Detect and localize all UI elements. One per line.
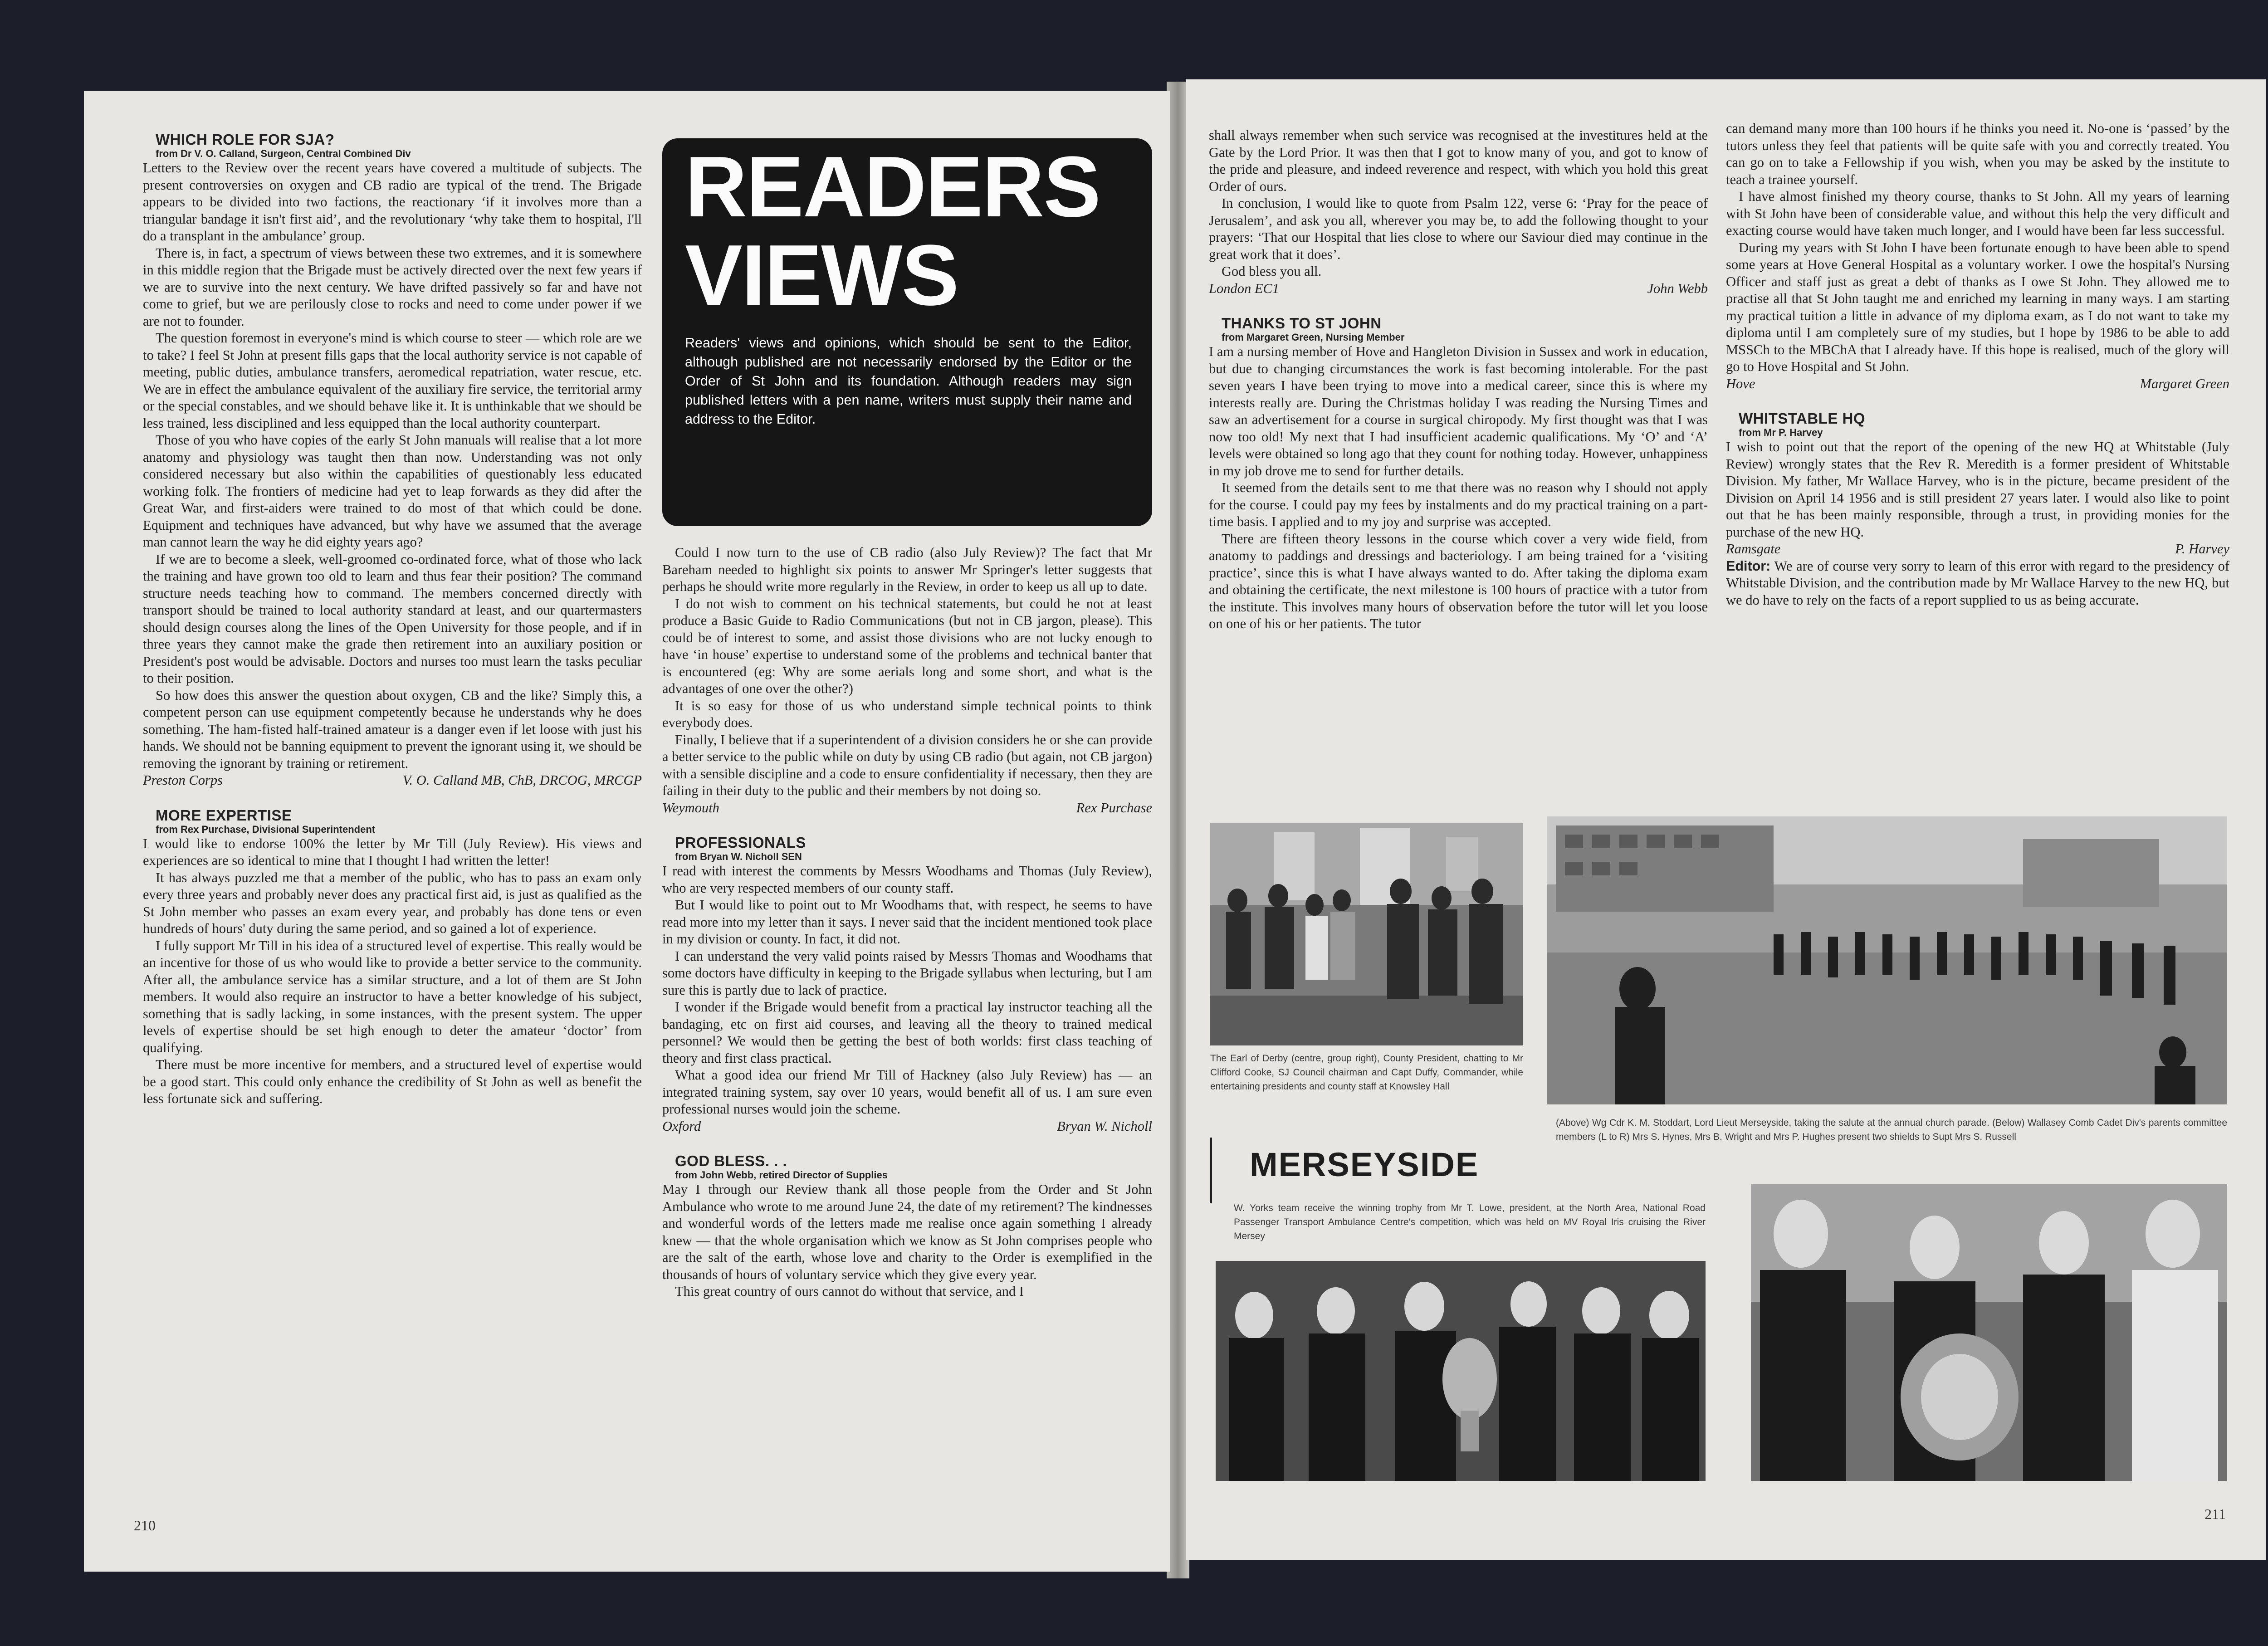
- page-number: 211: [2204, 1506, 2226, 1522]
- paragraph: I have almost finished my theory course, thanks to St John. All my years of learning with St John have been of considerable value, and without this help the very difficult and exacting course would have taken much longer, and I would have been far less successful.: [1726, 189, 2229, 238]
- letter-place: Hove: [1726, 376, 1755, 391]
- letter-signature: P. Harvey: [2175, 541, 2229, 557]
- editor-label: Editor:: [1726, 558, 1771, 574]
- paragraph: Those of you who have copies of the early St John manuals will realise that a lot more anatomy and physiology was taught then than now. Understanding was not only considered necessary but also within the capabilities of questionably less educated working folk. The frontiers of medicine had yet to leap forwards as they did after the Great War, and first-aiders were trained to do most of that which could be done. Equipment and techniques have advanced, but why have we assumed that the average man cannot learn the way he did eighty years ago?: [143, 432, 642, 550]
- church-parade-photo: [1547, 816, 2227, 1104]
- paragraph: I would like to endorse 100% the letter by Mr Till (July Review). His views and experiences are so identical to mine that I thought I had written the letter!: [143, 835, 642, 868]
- letter-author: from Bryan W. Nicholl SEN: [675, 851, 802, 862]
- section-rule: [1210, 1138, 1212, 1203]
- paragraph: What a good idea our friend Mr Till of Hackney (also July Review) has — an integrated training system, say over 10 years, would benefit all of us. I am sure even professional nurses would join the scheme.: [662, 1067, 1152, 1117]
- title-line: READERS: [685, 139, 1100, 235]
- paragraph: But I would like to point out to Mr Woodhams that, with respect, he seems to have read more into my letter than it says. I never said that the incident mentioned took place in my division or county. In fact, it did not.: [662, 897, 1152, 947]
- letter-place: Weymouth: [662, 800, 719, 816]
- letter-place: Oxford: [662, 1118, 701, 1134]
- title-line: VIEWS: [685, 227, 958, 323]
- readers-views-box: [662, 138, 1152, 526]
- paragraph: There must be more incentive for members, and a structured level of expertise would be a good start. This could only enhance the credibility of St John as well as benefit the less fortunate sick and suffering.: [143, 1057, 642, 1106]
- cadet-shields-photo-image: [1751, 1184, 2227, 1481]
- paragraph: Finally, I believe that if a superintendent of a division considers he or she can provide a better service to the public while on duty by using CB radio (but again, not CB jargon) with a sensible discipline and a code to ensure confidentiality if necessary, then they are failing in their duty to the public and their members by not doing so.: [662, 732, 1152, 798]
- letter-signature: Bryan W. Nicholl: [1057, 1118, 1152, 1134]
- editor-note: [1726, 558, 2229, 609]
- paragraph: It is so easy for those of us who understand simple technical points to think everybody does.: [662, 698, 1152, 730]
- paragraph: The question foremost in everyone's mind is which course to steer — which role are we to take? I feel St John at present fills gaps that the local authority service is not capable of meeting, public duties, ambulance transfers, aeromedical repatriation, water rescue, etc. We are in effect the ambulance equivalent of the auxiliary fire service, the territorial army or the special constables, and we should behave like it. It is unthinkable that we should be less trained, less disciplined and less equipped than the local authority counterpart.: [143, 330, 642, 431]
- merseyside-heading: MERSEYSIDE: [1250, 1146, 1479, 1183]
- letter-heading: WHICH ROLE FOR SJA?: [156, 131, 335, 148]
- paragraph: God bless you all.: [1222, 264, 1322, 279]
- cadet-shields-photo: [1751, 1184, 2227, 1481]
- paragraph: I am a nursing member of Hove and Hangleton Division in Sussex and work in education, but due to changing circumstances the work is fast becoming intolerable. For the past seven years I have been trying to move into a medical career, since this is where my interests really are. During the Christmas holiday I was reading the Nursing Times and saw an advertisement for a course in surgical chiropody. My first thought was that I was now too old! My next that I had insufficient academic qualifications. My ‘O’ and ‘A’ levels were obtained so long ago that they count for nothing today. However, unhappiness in my job drove me to send for further details.: [1209, 344, 1708, 479]
- paragraph: I fully support Mr Till in his idea of a structured level of expertise. This really would be an incentive for those of us who would like to provide a better service to the community. After all, the ambulance service has a similar structure, and a lot of them are St John members. It would also require an instructor to have a better knowledge of his subject, something that is sadly lacking, in some instances, with the present system. The upper levels of expertise should be set high enough to deter the amateur ‘doctor’ from qualifying.: [143, 938, 642, 1055]
- letter-heading: GOD BLESS. . .: [675, 1153, 787, 1169]
- paragraph: During my years with St John I have been fortunate enough to have been able to spend some years at Hove General Hospital as a voluntary worker. I owe the hospital's Nursing Officer and staff just as great a debt of thanks as I owe St John. They allowed me to practise all that St John taught me and enriched my learning in many ways. I am starting my practical tuition a little in advance of my diploma exam, as I do not want to take my diploma until I am completely sure of my studies, but I hope by 1986 to be able to add MSSCh to the MBChA that I already have. If this hope is realised, much of the glory will go to Hove Hospital and St John.: [1726, 239, 2229, 374]
- paragraph: Could I now turn to the use of CB radio (also July Review)? The fact that Mr Bareham needed to highlight six points to answer Mr Springer's letter suggests that perhaps he should write more regularly in the Review, in order to keep us all up to date.: [662, 545, 1152, 594]
- letter-author: from Dr V. O. Calland, Surgeon, Central Combined Div: [156, 148, 411, 159]
- letter-place: Ramsgate: [1726, 541, 1781, 557]
- photo-caption: (Above) Wg Cdr K. M. Stoddart, Lord Lieut Merseyside, taking the salute at the annual church parade. (Below) Wallasey Comb Cadet Div's parents committee members (L to R) Mrs S. Hynes, Mrs B. Wright and Mrs P. Hughes present two shields to Supt Mrs S. Russell: [1556, 1118, 2227, 1142]
- knowsley-hall-photo: [1210, 823, 1523, 1045]
- letter-signature: Margaret Green: [2140, 376, 2229, 391]
- signature-line: [662, 800, 1152, 817]
- editor-note-text: We are of course very sorry to learn of this error with regard to the presidency of Whitstable Division, and the contribution made by Mr Wallace Harvey to the new HQ, but we do have to rely on the facts of a report supplied to us as being accurate.: [1726, 558, 2229, 608]
- paragraph: This great country of ours cannot do without that service, and I: [675, 1284, 1024, 1299]
- letter-author: from Rex Purchase, Divisional Superintendent: [156, 823, 376, 835]
- paragraph: There are fifteen theory lessons in the course which cover a very wide field, from anatomy to paddings and dressings and bacteriology. I am being trained for a ‘visiting practice’, since this is what I have always wanted to do. After taking the diploma exam and obtaining the certificate, the next milestone is 100 hours of practice with a tutor from the institute. This involves many hours of observation before the tutor will let you loose on one of his or her patients. The tutor: [1209, 531, 1708, 631]
- letter-signature: Rex Purchase: [1076, 800, 1152, 816]
- letter-heading: MORE EXPERTISE: [156, 806, 292, 824]
- letter-author: from John Webb, retired Director of Supplies: [675, 1169, 888, 1181]
- right-column-2: [1726, 120, 2229, 609]
- readers-views-intro: Readers' views and opinions, which should be sent to the Editor, although published are not necessarily endorsed by the Editor or the Order of St John and its foundation. Although readers may sign published letters with a pen name, writers must supply their name and address to the Editor.: [685, 335, 1132, 427]
- paragraph: In conclusion, I would like to quote from Psalm 122, verse 6: ‘Pray for the peace of Jerusalem’, and ask you all, wherever you may be, to add the following thought to your prayers: ‘That our Hospital that lies close to where our Saviour died may continue in the great work that it does’.: [1209, 195, 1708, 262]
- knowsley-hall-photo-image: [1210, 823, 1523, 1045]
- paragraph: Letters to the Review over the recent years have covered a multitude of subjects. The present controversies on oxygen and CB radio are typical of the trend. The Brigade appears to be divided into two factions, the reactionary ‘if it involves more than a triangular bandage it isn't first aid’, and the revolutionary ‘why take them to hospital, I'll do a transplant in the ambulance’ group.: [143, 160, 642, 244]
- photo-caption: W. Yorks team receive the winning trophy from Mr T. Lowe, president, at the North Area, National Road Passenger Transport Ambulance Centre's competition, which was held on MV Royal Iris cruising the River Mersey: [1234, 1203, 1706, 1241]
- readers-views-title: [685, 139, 1100, 323]
- letter-place: Preston Corps: [143, 772, 223, 788]
- left-column-2: [662, 544, 1152, 1300]
- paragraph: I can understand the very valid points raised by Messrs Thomas and Woodhams that some doctors have difficulty in keeping to the Brigade syllabus when lecturing, but I am sure this is partly due to lack of practice.: [662, 948, 1152, 998]
- letter-heading: THANKS TO ST JOHN: [1222, 315, 1382, 332]
- signature-line: [662, 1118, 1152, 1135]
- paragraph: It has always puzzled me that a member of the public, who has to pass an exam only every three years and probably never does any practical first aid, is just as qualified as the St John member who passes an exam every year, and probably has done tens or even hundreds of hours' duty during the same period, and so gained a lot of experience.: [143, 869, 642, 936]
- signature-line: [1209, 280, 1708, 298]
- paragraph: I wish to point out that the report of the opening of the new HQ at Whitstable (July Review) wrongly states that the Rev R. Meredith is a former president of Whitstable Division. My father, Mr Wallace Harvey, who is in the picture, became president of the Division on April 14 1956 and is still president 27 years later. I would also like to point out that he has been mainly responsible, through a trust, in providing monies for the purchase of the new HQ.: [1726, 439, 2229, 540]
- signature-line: [1726, 541, 2229, 558]
- paragraph: So how does this answer the question about oxygen, CB and the like? Simply this, a competent person can use equipment competently because he understands why he does something. The ham-fisted half-trained amateur is a danger even if let loose with just his hands. We should not be banning equipment to prevent the ignorant using it, we should be removing the ignorant by training or retirement.: [143, 687, 642, 771]
- paragraph: I read with interest the comments by Messrs Woodhams and Thomas (July Review), who are very respected members of our county staff.: [662, 863, 1152, 896]
- signature-line: [1726, 376, 2229, 393]
- paragraph: It seemed from the details sent to me that there was no reason why I should not apply for the course. I could pay my fees by instalments and do my practical training on a part-time basis. I applied and to my joy and surprise was accepted.: [1209, 480, 1708, 529]
- paragraph: There is, in fact, a spectrum of views between these two extremes, and it is somewhere in this middle region that the Brigade must be actively directed over the next few years if we are to survive into the next century. We have drifted passively so far and have not come to grief, but we are perilously close to rocks and need to come under power if we are not to founder.: [143, 245, 642, 329]
- page-number: 210: [134, 1517, 156, 1534]
- letter-author: from Margaret Green, Nursing Member: [1222, 332, 1405, 343]
- letter-signature: John Webb: [1647, 280, 1708, 296]
- letter-author: from Mr P. Harvey: [1739, 427, 1823, 438]
- letter-heading: PROFESSIONALS: [675, 834, 806, 851]
- paragraph: If we are to become a sleek, well-groomed co-ordinated force, what of those who lack the training and have grown too old to learn and thus fear their position? The command structure needs teaching how to command. The members concerned directly with transport should be trained to local authority standard at least, and our quartermasters should design courses along the lines of the Open University for those people, and if in three years they cannot make the grade then retirement into an auxiliary position or President's post would be advisable. Doctors and nurses too must learn the tasks peculiar to their position.: [143, 551, 642, 686]
- left-column-1: [143, 132, 642, 1108]
- trophy-team-photo-image: [1216, 1261, 1706, 1481]
- photo-caption: The Earl of Derby (centre, group right), County President, chatting to Mr Clifford Cooke, SJ Council chairman and Capt Duffy, Commander, while entertaining presidents and county staff at Knowsley Hall: [1210, 1053, 1523, 1092]
- paragraph: shall always remember when such service was recognised at the investitures held at the Gate by the Lord Prior. It was then that I got to know many of you, and got to know of the pride and pleasure, and indeed reverence and respect, with which you hold this great Order of ours.: [1209, 127, 1708, 194]
- church-parade-photo-image: [1547, 816, 2227, 1104]
- trophy-team-photo: [1216, 1261, 1706, 1481]
- right-column-1: [1209, 127, 1708, 633]
- paragraph: May I through our Review thank all those people from the Order and St John Ambulance who wrote to me around June 24, the date of my retirement? The kindnesses and wonderful words of the letters made me realise once again something I already knew — that the whole organisation which we know as St John comprises people who are the salt of the earth, whose love and charity to the Order is exemplified in the thousands of hours of voluntary service which they give every year.: [662, 1182, 1152, 1282]
- letter-place: London EC1: [1209, 280, 1280, 296]
- left-page: [84, 91, 1170, 1572]
- signature-line: [143, 772, 642, 789]
- paragraph: can demand many more than 100 hours if he thinks you need it. No-one is ‘passed’ by the tutors unless they feel that patients will be quite safe with you and correctly treated. You can go on to take a Fellowship if you wish, when you may be asked by the institute to teach a trainee yourself.: [1726, 121, 2229, 187]
- letter-signature: V. O. Calland MB, ChB, DRCOG, MRCGP: [402, 772, 642, 788]
- letter-heading: WHITSTABLE HQ: [1739, 410, 1866, 427]
- paragraph: I do not wish to comment on his technical statements, but could he not at least produce a Basic Guide to Radio Communications (but not in CB jargon, please). This could be of interest to some, and assist those divisions who are not lucky enough to have ‘in house’ expertise to understand some of the problems and technical banter that is encountered (eg: Why are some aerials long and some short, and what is the advantages of one over the other?): [662, 596, 1152, 696]
- paragraph: I wonder if the Brigade would benefit from a practical lay instructor teaching all the bandaging, etc on first aid courses, and leaving all the theory to trained medical personnel? We would then be getting the best of both worlds: first class teaching of theory and first class practical.: [662, 999, 1152, 1066]
